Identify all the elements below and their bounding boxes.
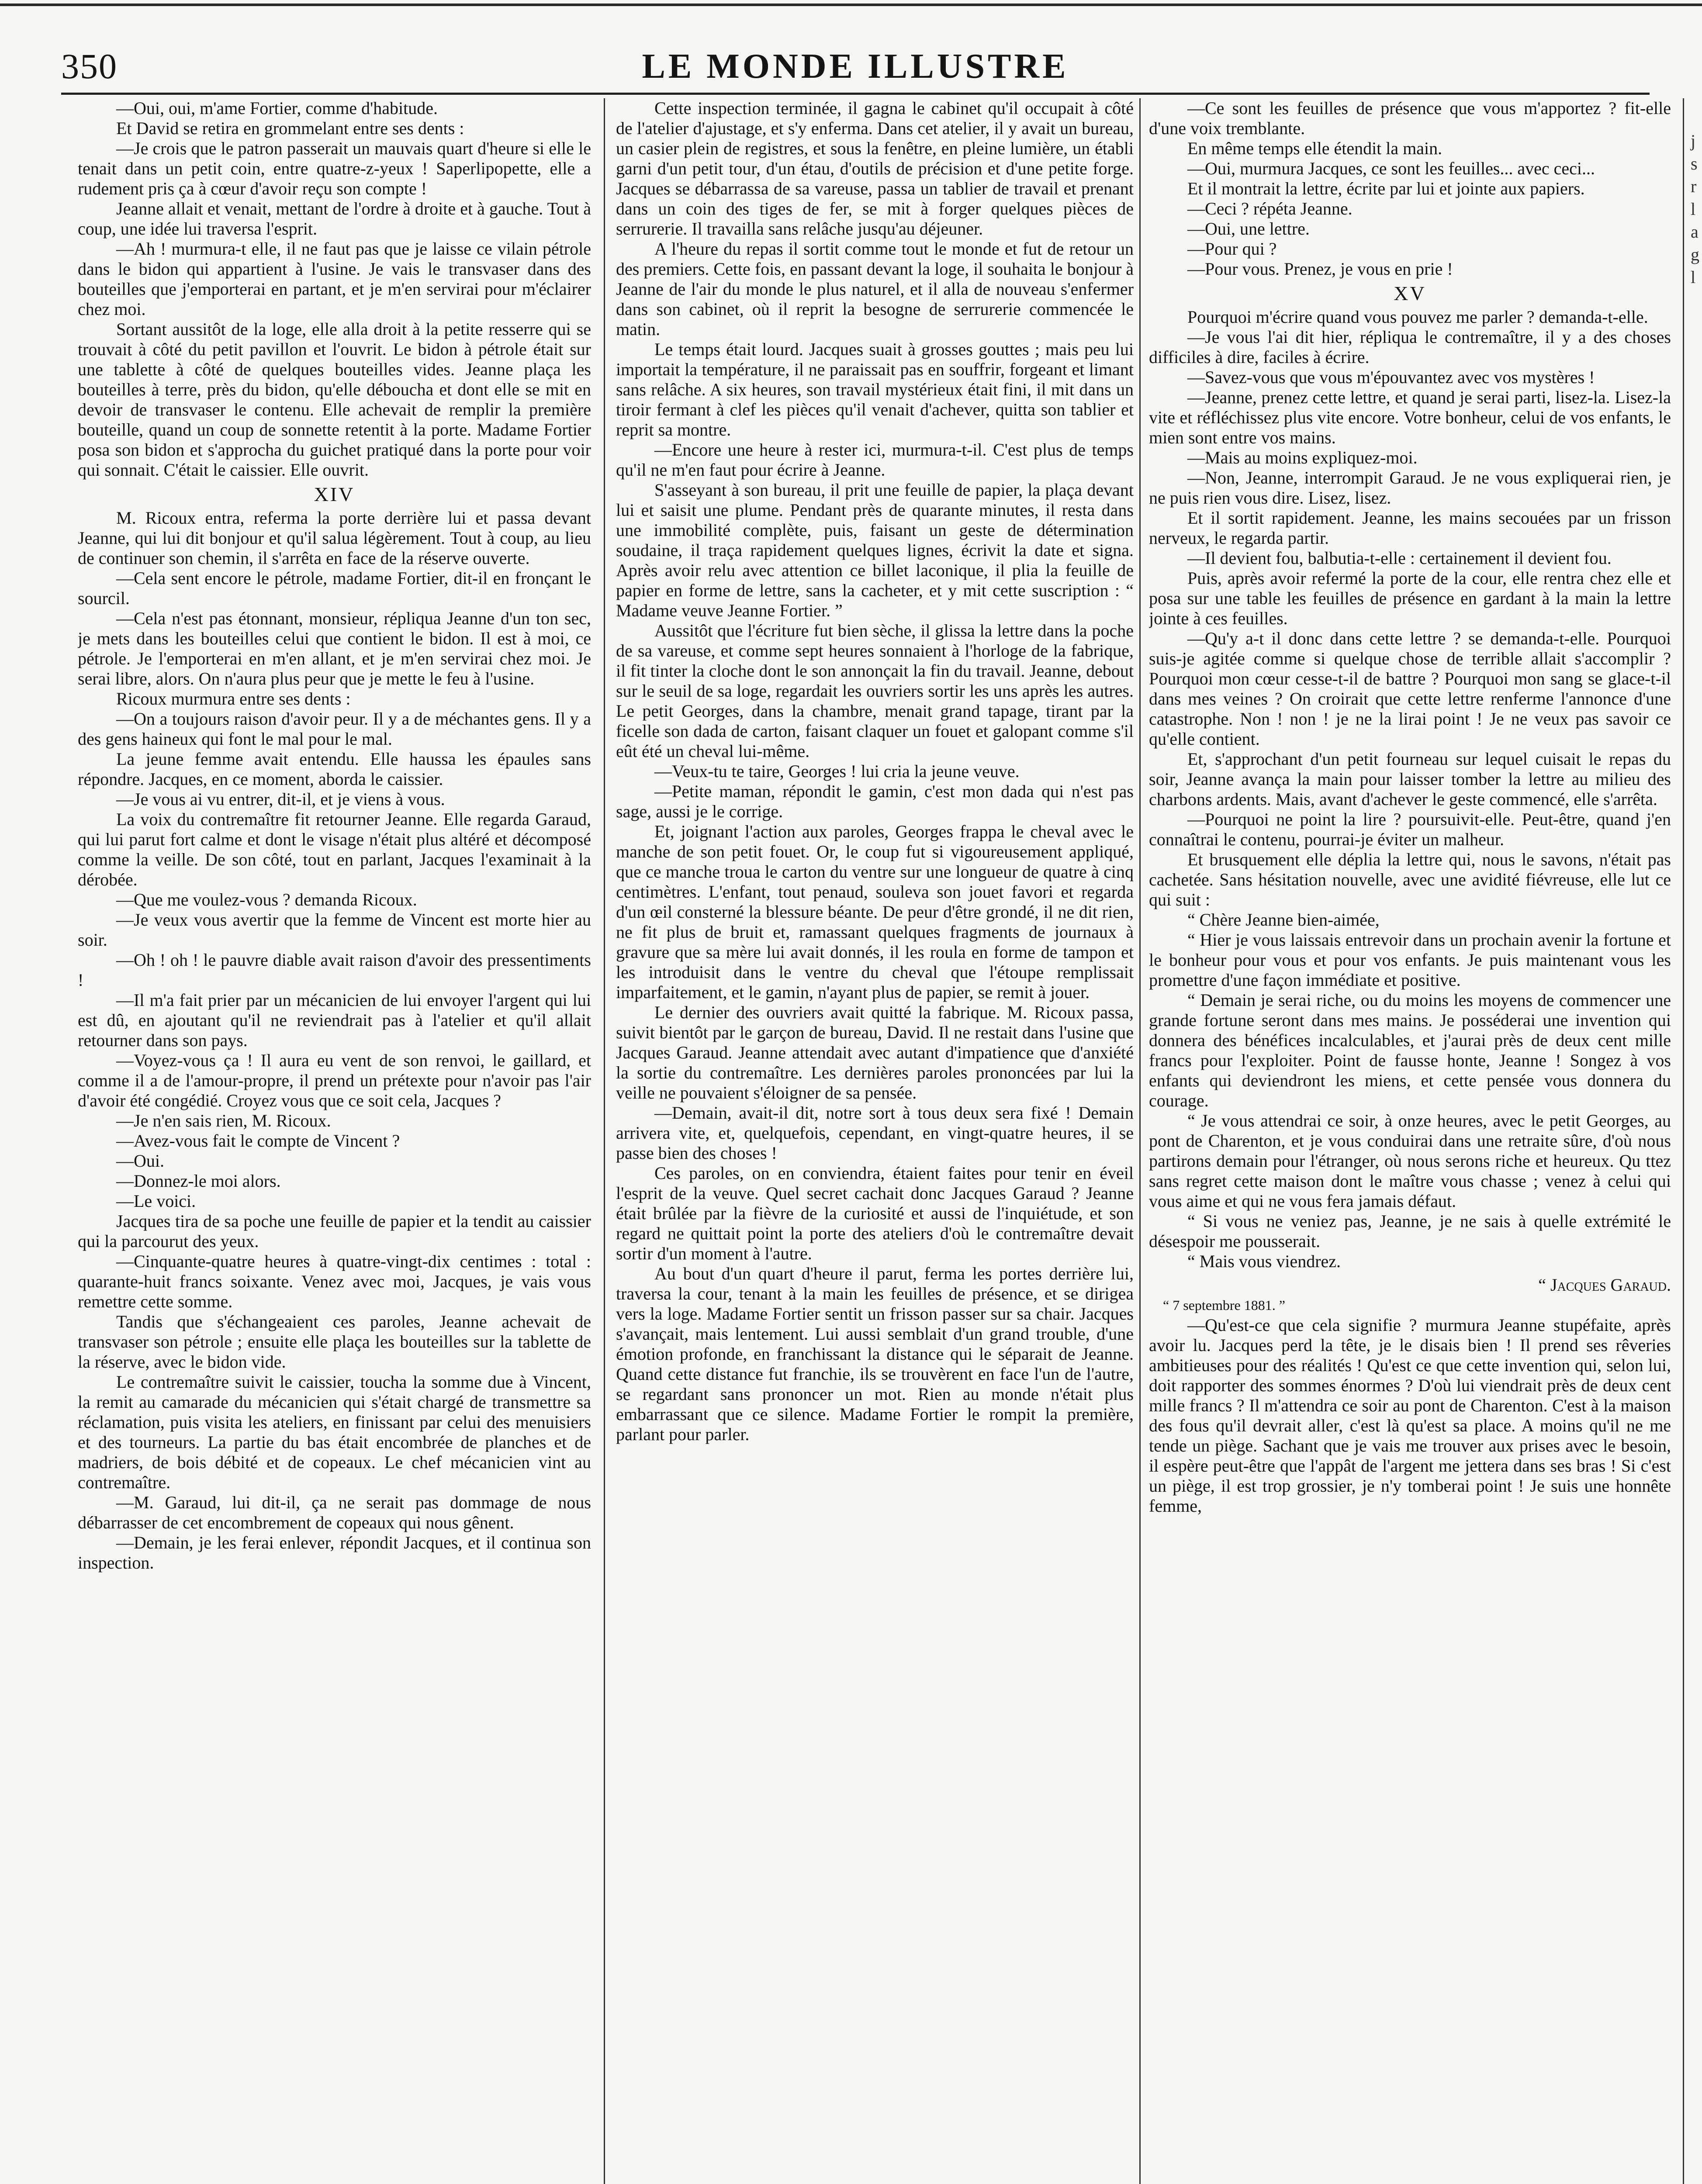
letter-signature: “ Jacques Garaud. xyxy=(1538,1275,1671,1295)
paragraph: A l'heure du repas il sortit comme tout le monde et fut de retour un des premiers. Cette fois, en passant devant la loge, il souhaita le bonjour à Jeanne de l'air du monde le plus naturel, et il alla de nouveau s'enfermer dans son cabinet, où il reprit la besogne de serrurerie commencée le matin. xyxy=(616,239,1134,339)
paragraph: —Le voici. xyxy=(116,1191,196,1211)
edge-fragment: a xyxy=(1691,222,1699,242)
paragraph: —Demain, je les ferai enlever, répondit Jacques, et il continua son inspection. xyxy=(78,1533,591,1572)
col1-part-b xyxy=(78,508,591,1573)
paragraph: —Je n'en sais rien, M. Ricoux. xyxy=(116,1111,331,1130)
paragraph: “ Je vous attendrai ce soir, à onze heures, avec le petit Georges, au pont de Charenton, et je vous conduirai dans une retraite sûre, d'où nous partirons demain pour l'étranger, où nous serons riche et heureux. Qu ttez sans regret cette maison dont le maître vous chasse ; venez à celui qui vous aime et qui ne vous fera jamais défaut. xyxy=(1149,1111,1671,1211)
paragraph: Et il montrait la lettre, écrite par lui et jointe aux papiers. xyxy=(1187,179,1585,198)
col2-body xyxy=(616,98,1134,1444)
paragraph: Aussitôt que l'écriture fut bien sèche, il glissa la lettre dans la poche de sa vareuse, et comme sept heures sonnaient à l'horloge de la fabrique, il fit tinter la cloche dont le son annonçait la fin du travail. Jeanne, debout sur le seuil de sa loge, regardait les ouvriers sortir les uns après les autres. Le petit Georges, dans la chambre, menait grand tapage, tirant par la ficelle son dada de carton, faisant claquer un fouet et galopant comme s'il eût été un cheval lui-même. xyxy=(616,621,1134,761)
paragraph: —Pourquoi ne point la lire ? poursuivit-elle. Peut-être, quand j'en connaîtrai le contenu, pourrai-je éviter un malheur. xyxy=(1149,809,1671,849)
paragraph: Le dernier des ouvriers avait quitté la fabrique. M. Ricoux passa, suivit bientôt par le garçon de bureau, David. Il ne restait dans l'usine que Jacques Garaud. Jeanne attendait avec autant d'impatience que d'anxiété la sortie du contremaître. Les dernières paroles prononcées par lui la veille ne pouvaient s'éloigner de sa pensée. xyxy=(616,1002,1134,1102)
paragraph: Sortant aussitôt de la loge, elle alla droit à la petite resserre qui se trouvait à côté du petit pavillon et l'ouvrit. Le bidon à pétrole était sur une tablette à côté de quelques bouteilles vides. Jeanne plaça les bouteilles à terre, près du bidon, qu'elle déboucha et dont elle se mit en devoir de transvaser le contenu. Elle achevait de remplir la première bouteille, quand un coup de sonnette retentit à la porte. Madame Fortier posa son bidon et s'approcha du guichet pratiqué dans la porte pour voir qui sonnait. C'était le caissier. Elle ouvrit. xyxy=(78,319,591,480)
page-header xyxy=(61,41,1650,98)
text-column-2 xyxy=(616,98,1134,2184)
paragraph: Et il sortit rapidement. Jeanne, les mains secouées par un frisson nerveux, le regarda partir. xyxy=(1149,508,1671,548)
edge-fragment: l xyxy=(1691,199,1696,219)
paragraph: —Donnez-le moi alors. xyxy=(116,1171,281,1191)
paragraph: “ Chère Jeanne bien-aimée, xyxy=(1187,910,1380,930)
edge-fragment: j xyxy=(1691,131,1696,151)
edge-fragment: g xyxy=(1691,245,1699,264)
paragraph: —Qu'y a-t il donc dans cette lettre ? se demanda-t-elle. Pourquoi suis-je agitée comme si quelque chose de terrible allait s'accomplir ? Pourquoi mon cœur cesse-t-il de battre ? Pourquoi mon sang se glace-t-il dans mes veines ? On croirait que cette lettre renferme l'annonce d'une catastrophe. Non ! non ! je ne la lirai point ! Je ne veux pas savoir ce qu'elle contient. xyxy=(1149,629,1671,749)
paragraph: —Pour vous. Prenez, je vous en prie ! xyxy=(1187,259,1453,279)
paragraph: —M. Garaud, lui dit-il, ça ne serait pas dommage de nous débarrasser de cet encombrement de copeaux qui nous gênent. xyxy=(78,1493,591,1532)
paragraph: —Oui. xyxy=(116,1151,164,1171)
paragraph: “ Si vous ne veniez pas, Jeanne, je ne sais à quelle extrémité le désespoir me pousserait. xyxy=(1149,1211,1671,1251)
paragraph: “ Hier je vous laissais entrevoir dans un prochain avenir la fortune et le bonheur pour vous et pour vos enfants. Je puis maintenant vous les promettre d'une façon immédiate et positive. xyxy=(1149,930,1671,990)
paragraph: —Oui, murmura Jacques, ce sont les feuilles... avec ceci... xyxy=(1187,159,1595,178)
paragraph: “ Demain je serai riche, ou du moins les moyens de commencer une grande fortune seront dans mes mains. Je posséderai une invention qui donnera des bénéfices incalculables, et j'aurai près de deux cent mille francs pour l'exploiter. Point de fausse honte, Jeanne ! Songez à vos enfants qui deviendront les miens, et cette pensée vous donnera du courage. xyxy=(1149,990,1671,1110)
edge-fragment: s xyxy=(1691,154,1698,173)
paragraph: —Encore une heure à rester ici, murmura-t-il. C'est plus de temps qu'il ne m'en faut pour écrire à Jeanne. xyxy=(616,440,1134,480)
col3-part-b xyxy=(1149,307,1671,1272)
paragraph: —Cinquante-quatre heures à quatre-vingt-dix centimes : total : quarante-huit francs soixante. Venez avec moi, Jacques, je vais vous remettre cette somme. xyxy=(78,1251,591,1311)
paragraph: —Qu'est-ce que cela signifie ? murmura Jeanne stupéfaite, après avoir lu. Jacques perd la tête, je le disais bien ! Il prend ses rêveries ambitieuses pour des réalités ! Qu'est ce que cette invention qui, selon lui, doit rapporter des sommes énormes ? D'où lui viendrait près de deux cent mille francs ? Il m'attendra ce soir au pont de Charenton. C'est à la maison des fous qu'il devrait aller, c'est là qu'est sa place. A moins qu'il ne me tende un piège. Sachant que je vais me trouver aux prises avec le besoin, il espère peut-être que l'appât de l'argent me jettera dans ses bras ! Si c'est un piège, il est trop grossier, je n'y tomberai point ! Je suis une honnête femme, xyxy=(1149,1315,1671,1516)
column-divider xyxy=(604,98,605,2184)
col3-part-a xyxy=(1149,98,1671,279)
paragraph: Le temps était lourd. Jacques suait à grosses gouttes ; mais peu lui importait la température, il ne paraissait pas en souffrir, forgeant et limant sans relâche. A six heures, son travail mystérieux était fini, il mit dans un tiroir fermant à clef les pièces qu'il venait d'achever, quitta son tablier et reprit sa montre. xyxy=(616,339,1134,439)
paragraph: —Oui, oui, m'ame Fortier, comme d'habitude. xyxy=(116,98,438,118)
paragraph: Et brusquement elle déplia la lettre qui, nous le savons, n'était pas cachetée. Sans hésitation nouvelle, avec une avidité fiévreuse, elle lut ce qui suit : xyxy=(1149,850,1671,909)
paragraph: —Jeanne, prenez cette lettre, et quand je serai parti, lisez-la. Lisez-la vite et réfléchissez plus vite encore. Votre bonheur, celui de vos enfants, le mien sont entre vos mains. xyxy=(1149,387,1671,447)
paragraph: Au bout d'un quart d'heure il parut, ferma les portes derrière lui, traversa la cour, tenant à la main les feuilles de présence, et se dirigea vers la loge. Madame Fortier sentit un frisson passer sur sa chair. Jacques s'avançait, mais lentement. Lui aussi semblait d'un grand trouble, d'une émotion profonde, en franchissant la distance qui le séparait de Jeanne. Quand cette distance fut franchie, ils se trouvèrent en face l'un de l'autre, se regardant sans prononcer un mot. Rien au monde n'était plus embarrassant que ce silence. Madame Fortier le rompit la première, parlant pour parler. xyxy=(616,1264,1134,1444)
paragraph: Cette inspection terminée, il gagna le cabinet qu'il occupait à côté de l'atelier d'ajustage, et s'y enferma. Dans cet atelier, il y avait un bureau, un casier plein de registres, et sous la fenêtre, en pleine lumière, un établi garni d'un petit tour, d'un étau, d'outils de précision et d'une petite forge. Jacques se débarrassa de sa vareuse, passa un tablier de travail et prenant dans un coin des tiges de fer, se mit à forger quelques pièces de serrurerie. Il travailla sans relâche jusqu'au déjeuner. xyxy=(616,98,1134,238)
paragraph: —Ah ! murmura-t elle, il ne faut pas que je laisse ce vilain pétrole dans le bidon qui appartient à l'usine. Je vais le transvaser dans des bouteilles que j'emporterai en partant, et je m'en servirai pour m'éclairer chez moi. xyxy=(78,239,591,319)
column-divider xyxy=(1139,98,1141,2184)
paragraph: La voix du contremaître fit retourner Jeanne. Elle regarda Garaud, qui lui parut fort calme et dont le visage n'était plus altéré et décomposé comme la veille. De son côté, tout en parlant, Jacques l'examinait à la dérobée. xyxy=(78,809,591,889)
paragraph: —Je crois que le patron passerait un mauvais quart d'heure si elle le tenait dans un petit coin, entre quatre-z-yeux ! Saperlipopette, elle a rudement pris ça à cœur d'avoir reçu son compte ! xyxy=(78,138,591,198)
paragraph: —Il devient fou, balbutia-t-elle : certainement il devient fou. xyxy=(1187,548,1612,568)
paragraph: —Voyez-vous ça ! Il aura eu vent de son renvoi, le gaillard, et comme il a de l'amour-propre, il prend un prétexte pour n'avoir pas l'air d'avoir été congédié. Croyez vous que ce soit cela, Jacques ? xyxy=(78,1051,591,1110)
paragraph: Ces paroles, on en conviendra, étaient faites pour tenir en éveil l'esprit de la veuve. Quel secret cachait donc Jacques Garaud ? Jeanne était brûlée par la fièvre de la curiosité et aussi de l'inquiétude, et son regard ne quittait point la porte des ateliers d'où le contremaître devait sortir d'un moment à l'autre. xyxy=(616,1163,1134,1263)
paragraph: —Je veux vous avertir que la femme de Vincent est morte hier au soir. xyxy=(78,910,591,950)
paragraph: —Cela sent encore le pétrole, madame Fortier, dit-il en fronçant le sourcil. xyxy=(78,568,591,608)
paragraph: —Il m'a fait prier par un mécanicien de lui envoyer l'argent qui lui est dû, en ajoutant qu'il ne reviendrait pas à l'atelier et qu'il allait retourner dans son pays. xyxy=(78,990,591,1050)
paragraph: En même temps elle étendit la main. xyxy=(1187,138,1443,158)
paragraph: “ Mais vous viendrez. xyxy=(1187,1251,1341,1271)
paragraph: Et David se retira en grommelant entre ses dents : xyxy=(116,118,464,138)
text-column-1 xyxy=(78,98,591,2184)
paragraph: —Ce sont les feuilles de présence que vous m'apportez ? fit-elle d'une voix tremblante. xyxy=(1149,98,1671,138)
letter-date: “ 7 septembre 1881. ” xyxy=(1163,1297,1285,1313)
paragraph: —Ceci ? répéta Jeanne. xyxy=(1187,199,1353,218)
paragraph: Et, s'approchant d'un petit fourneau sur lequel cuisait le repas du soir, Jeanne avança la main pour laisser tomber la lettre au milieu des charbons ardents. Mais, avant d'achever le geste commencé, elle s'arrêta. xyxy=(1149,749,1671,809)
paragraph: Pourquoi m'écrire quand vous pouvez me parler ? demanda-t-elle. xyxy=(1187,307,1648,327)
paragraph: Et, joignant l'action aux paroles, Georges frappa le cheval avec le manche de son petit fouet. Or, le coup fut si vigoureusement appliqué, que ce manche troua le carton du ventre sur une longueur de quatre à cinq centimètres. L'enfant, tout penaud, souleva son jouet favori et regarda d'un œil consterné la blessure béante. De peur d'être grondé, il ne dit rien, ne fit plus de bruit et, ramassant quelques fragments de journaux à gravure que sa mère lui avait donnés, il les roula en forme de tampon et les introduisit dans le ventre du cheval que l'étoupe remplissait imparfaitement, et le gamin, n'ayant plus de papier, se remit à jouer. xyxy=(616,822,1134,1002)
paragraph: Le contremaître suivit le caissier, toucha la somme due à Vincent, la remit au camarade du mécanicien qui s'était chargé de transmettre sa réclamation, puis visita les ateliers, en finissant par celui des menuisiers et des tourneurs. La partie du bas était encombrée de planches et de madriers, de bois débité et de copeaux. Le chef mécanicien vint au contremaître. xyxy=(78,1372,591,1492)
edge-fragment: r xyxy=(1691,176,1697,196)
paragraph: —Oh ! oh ! le pauvre diable avait raison d'avoir des pressentiments ! xyxy=(78,950,591,990)
paragraph: Puis, après avoir refermé la porte de la cour, elle rentra chez elle et posa sur une table les feuilles de présence en gardant à la main la lettre jointe à ces feuilles. xyxy=(1149,568,1671,628)
paragraph: Jeanne allait et venait, mettant de l'ordre à droite et à gauche. Tout à coup, une idée lui traversa l'esprit. xyxy=(78,199,591,238)
paragraph: —Non, Jeanne, interrompit Garaud. Je ne vous expliquerai rien, je ne puis rien vous dire. Lisez, lisez. xyxy=(1149,468,1671,508)
header-rule xyxy=(61,93,1650,95)
chapter-heading-xiv: XIV xyxy=(314,483,355,505)
paragraph: —Veux-tu te taire, Georges ! lui cria la jeune veuve. xyxy=(654,761,1020,781)
paragraph: —Que me voulez-vous ? demanda Ricoux. xyxy=(116,890,417,909)
paragraph: —On a toujours raison d'avoir peur. Il y a de méchantes gens. Il y a des gens haineux qui font le mal pour le mal. xyxy=(78,709,591,749)
top-border-rule xyxy=(0,3,1702,6)
paragraph: La jeune femme avait entendu. Elle haussa les épaules sans répondre. Jacques, en ce moment, aborda le caissier. xyxy=(78,749,591,789)
paragraph: M. Ricoux entra, referma la porte derrière lui et passa devant Jeanne, qui lui dit bonjour et qu'il salua légèrement. Tout à coup, au lieu de continuer son chemin, il s'arrêta en face de la réserve ouverte. xyxy=(78,508,591,568)
paragraph: —Avez-vous fait le compte de Vincent ? xyxy=(116,1131,400,1151)
paragraph: —Cela n'est pas étonnant, monsieur, répliqua Jeanne d'un ton sec, je mets dans les bouteilles celui que contient le bidon. Il est à moi, ce pétrole. Je l'emporterai en m'en allant, et je m'en servirai chez moi. Je serai libre, alors. On n'aura plus peur que je mette le feu à l'usine. xyxy=(78,608,591,688)
paragraph: Jacques tira de sa poche une feuille de papier et la tendit au caissier qui la parcourut des yeux. xyxy=(78,1211,591,1251)
paragraph: —Mais au moins expliquez-moi. xyxy=(1187,448,1418,467)
paragraph: —Petite maman, répondit le gamin, c'est mon dada qui n'est pas sage, aussi je le corrige. xyxy=(616,781,1134,821)
paragraph: —Demain, avait-il dit, notre sort à tous deux sera fixé ! Demain arrivera vite, et, quelquefois, cependant, en vingt-quatre heures, il se passe bien des choses ! xyxy=(616,1103,1134,1163)
masthead-title: LE MONDE ILLUSTRE xyxy=(642,47,1069,86)
paragraph: S'asseyant à son bureau, il prit une feuille de papier, la plaça devant lui et saisit une plume. Pendant près de quarante minutes, il resta dans une immobilité complète, puis, faisant un geste de détermination soudaine, il traça rapidement quelques lignes, écrivit la date et signa. Après avoir relu avec attention ce billet laconique, il plia la feuille de papier en forme de lettre, sans la cacheter, et y mit cette suscription : “ Madame veuve Jeanne Fortier. ” xyxy=(616,480,1134,620)
paragraph: Ricoux murmura entre ses dents : xyxy=(116,689,351,708)
col1-part-a xyxy=(78,98,591,480)
paragraph: —Je vous ai vu entrer, dit-il, et je viens à vous. xyxy=(116,789,445,809)
paragraph: Tandis que s'échangeaient ces paroles, Jeanne achevait de transvaser son pétrole ; ensuite elle plaça les bouteilles sur la tablette de la réserve, avec le bidon vide. xyxy=(78,1312,591,1372)
edge-fragment: l xyxy=(1691,267,1696,287)
adjacent-page-edge xyxy=(1691,131,1699,290)
column-divider xyxy=(1683,98,1684,2184)
paragraph: —Je vous l'ai dit hier, répliqua le contremaître, il y a des choses difficiles à dire, faciles à écrire. xyxy=(1149,327,1671,367)
paragraph: —Pour qui ? xyxy=(1187,239,1277,259)
paragraph: —Savez-vous que vous m'épouvantez avec vos mystères ! xyxy=(1187,367,1595,387)
col3-part-c xyxy=(1149,1315,1671,1516)
text-column-3 xyxy=(1149,98,1671,2184)
page-number: 350 xyxy=(61,46,118,86)
chapter-heading-xv: XV xyxy=(1394,282,1426,304)
paragraph: —Oui, une lettre. xyxy=(1187,219,1310,238)
